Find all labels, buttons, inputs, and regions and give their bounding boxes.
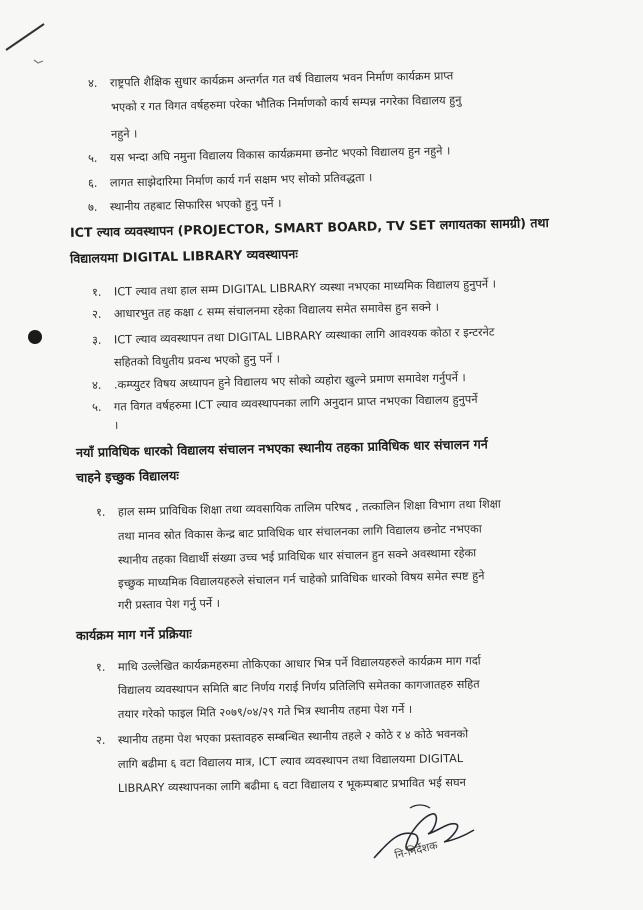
section-heading: ICT ल्याव व्यवस्थापन (PROJECTOR, SMART BOARD, TV SET लगायतका सामग्री) तथा: [69, 214, 549, 240]
list-item-cont: लागि बढीमा ६ वटा विद्यालय मात्र, ICT ल्याव व्यवस्थापन तथा विद्यालयमा DIGITAL: [117, 751, 464, 771]
list-item: ३. ICT ल्याव व्यवस्थापन तथा DIGITAL LIBRARY व्यस्थाका लागि आवश्यक कोठा र इन्टरनेट: [91, 325, 495, 347]
list-item-cont: भएको र गत विगत वर्षहरुमा परेका भौतिक निर्माणको कार्य सम्पन्न नगरेका विद्यालय हुनु: [110, 93, 462, 114]
section-heading-cont: विद्यालयमा DIGITAL LIBRARY व्यवस्थापनः: [69, 246, 299, 266]
list-item: २. स्थानीय तहमा पेश भएका प्रस्तावहरु सम्बन्धित स्थानीय तहले २ कोठे र ४ कोठे भवनको: [95, 727, 469, 747]
list-item-cont: ।: [113, 418, 119, 432]
list-item-cont: नहुने ।: [110, 127, 138, 141]
list-item-cont: गरी प्रस्ताव पेश गर्नु पर्ने ।: [117, 596, 221, 612]
list-item: १. हाल सम्म प्राविधिक शिक्षा तथा व्यवसायिक तालिम परिषद , तत्कालिन शिक्षा विभाग तथा शिक्षा: [95, 497, 501, 519]
list-item: ४. राष्ट्रपति शैक्षिक सुधार कार्यक्रम अन्तर्गत गत वर्ष विद्यालय भवन निर्माण कार्यक्रम प्राप्त: [87, 69, 454, 90]
list-item-cont: तथा मानव स्रोत विकास केन्द्र बाट प्राविधिक धार संचालनका लागि विद्यालय छनोट नभएका: [117, 522, 482, 543]
signatory-label: नि-निर्देशक: [393, 838, 439, 862]
list-item: ६. लागत साझेदारिमा निर्माण कार्य गर्न सक्षम भए सोको प्रतिवद्धता ।: [87, 171, 373, 190]
list-item: ७. स्थानीय तहबाट सिफारिस भएको हुनु पर्ने ।: [87, 196, 282, 214]
section-heading: नयाँ प्राविधिक धारको विद्यालय संचालन नभएका स्थानीय तहका प्राविधिक धार संचालन गर्न: [75, 436, 488, 460]
section-heading: कार्यक्रम माग गर्ने प्रक्रियाः: [75, 625, 192, 643]
list-item-cont: इच्छुक माध्यमिक विद्यालयहरुले संचालन गर्न चाहेको प्राविधिक धारको विषय समेत स्पष्ट हुने: [117, 569, 485, 590]
list-item-cont: विद्यालय व्यवस्थापन समिति बाट निर्णय गराई निर्णय प्रतिलिपि समेतका कागजातहरु सहित: [117, 677, 480, 697]
list-item: ५. गत विगत वर्षहरुमा ICT ल्याव व्यवस्थापनका लागि अनुदान प्राप्त नभएका विद्यालय हुनुपर्ने: [91, 392, 478, 414]
punch-hole: [28, 330, 42, 344]
list-item: १. माथि उल्लेखित कार्यक्रमहरुमा तोकिएका आधार भित्र पर्ने विद्यालयहरुले कार्यक्रम माग गर्दा: [95, 654, 481, 674]
section-heading-cont: चाहने इच्छुक विद्यालयः: [75, 467, 179, 485]
list-item-cont: स्थानीय तहका विद्यार्थी संख्या उच्च भई प्राविधिक धार संचालन हुन सक्ने अवस्थामा रहेका: [117, 546, 477, 567]
list-item-cont: सहितको विधुतीय प्रवन्ध भएको हुनु पर्ने ।: [113, 352, 281, 369]
list-item: ५. यस भन्दा अघि नमुना विद्यालय विकास कार्यक्रममा छनोट भएको विद्यालय हुन नहुने ।: [87, 144, 451, 165]
list-item-cont: LIBRARY व्यस्थापनका लागि बढीमा ६ वटा विद्यालय र भूकम्पबाट प्रभावित भई सघन: [117, 775, 466, 795]
list-item: २. आधारभुत तह कक्षा ८ सम्म संचालनमा रहेका विद्यालय समेत समावेस हुन सक्ने ।: [91, 300, 440, 321]
list-item-cont: तयार गरेको फाइल मिति २०७९/०४/२९ गते भित्र स्थानीय तहमा पेश गर्ने ।: [117, 702, 413, 721]
list-item: १. ICT ल्याव तथा हाल सम्म DIGITAL LIBRARY व्यस्था नभएका माध्यमिक विद्यालय हुनुपर्ने ।: [91, 277, 497, 299]
list-item: ४. .कम्प्युटर विषय अध्यापन हुने विद्यालय भए सोको व्यहोरा खुल्ने प्रमाण समावेश गर्नुपर्ने ।: [91, 371, 466, 392]
pen-mark: [4, 10, 50, 70]
handwritten-signature: [370, 800, 480, 870]
